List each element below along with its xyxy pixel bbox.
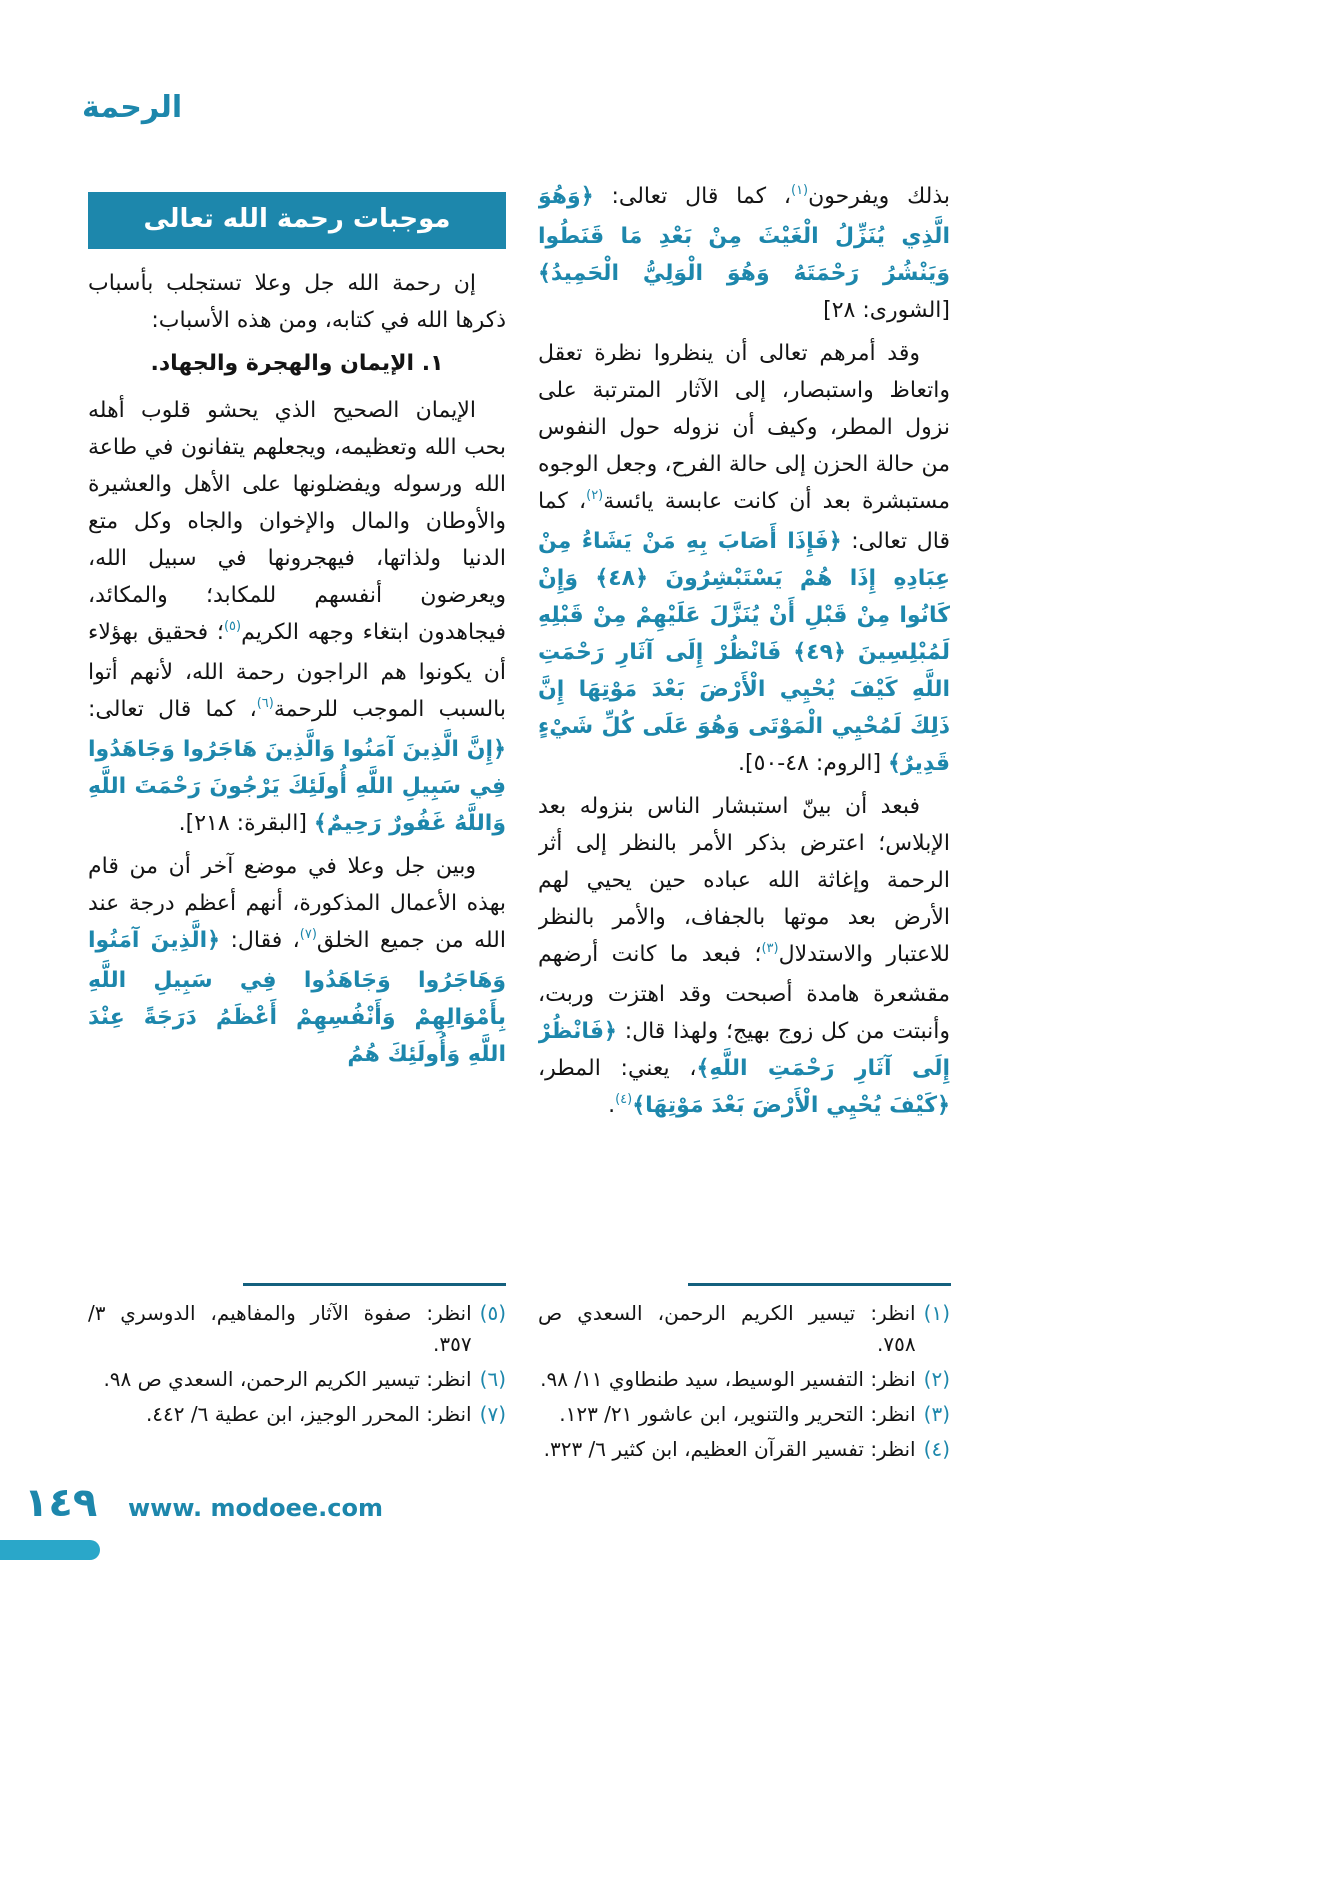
text-run: . xyxy=(608,1093,616,1118)
paragraph xyxy=(538,178,950,329)
footnote-marker: (٤) xyxy=(923,1437,950,1461)
text-run: وقد أمرهم تعالى أن ينظروا نظرة تعقل واتعاظ واستبصار، إلى الآثار المترتبة على نزول المطر، وكيف أن نزوله حول النفوس من حالة الحزن إلى حالة الفرح، وجعل الوجوه مستبشرة بعد أن كانت عابسة يائسة xyxy=(538,341,950,514)
paragraph xyxy=(88,392,506,842)
paragraph xyxy=(538,788,950,1127)
text-run: [البقرة: ٢١٨]. xyxy=(178,811,314,836)
text-run: [الشورى: ٢٨] xyxy=(823,298,950,323)
text-run: [الروم: ٤٨-٥٠]. xyxy=(738,751,889,776)
text-run: ؛ فحقيق بهؤلاء أن يكونوا هم الراجون رحمة الله، لأنهم أتوا بالسبب الموجب للرحمة xyxy=(88,620,506,722)
text-run: ، كما قال تعالى: xyxy=(88,697,257,722)
paragraph xyxy=(88,345,506,382)
footnote-marker: (٦) xyxy=(479,1367,506,1391)
footnote xyxy=(538,1399,950,1430)
footnote-marker: (٧) xyxy=(479,1402,506,1426)
text-run: ، يعني: المطر، xyxy=(538,1056,697,1081)
footnote-text: انظر: تيسير الكريم الرحمن، السعدي ص ٧٥٨. xyxy=(538,1301,916,1356)
quran-verse: ﴿الَّذِينَ آمَنُوا وَهَاجَرُوا وَجَاهَدُوا فِي سَبِيلِ اللَّهِ بِأَمْوَالِهِمْ وَأَنْفُسِهِمْ أَعْظَمُ دَرَجَةً عِنْدَ اللَّهِ وَأُولَئِكَ هُمُ xyxy=(88,928,506,1067)
footnotes-column-right xyxy=(538,1298,950,1469)
left-column-body xyxy=(88,265,506,1073)
footnote xyxy=(538,1298,950,1360)
running-head-title: الرحمة xyxy=(82,90,183,125)
text-run: ، فقال: xyxy=(220,928,300,953)
text-run: إن رحمة الله جل وعلا تستجلب بأسباب ذكرها الله في كتابه، ومن هذه الأسباب: xyxy=(88,271,506,333)
footnote-text: انظر: تفسير القرآن العظيم، ابن كثير ٦/ ٣٢٣. xyxy=(543,1437,916,1461)
text-run: ؛ فبعد ما كانت أرضهم مقشعرة هامدة أصبحت وقد اهتزت وربت، وأنبتت من كل زوج بهيج؛ ولهذا قال: xyxy=(538,942,950,1044)
footnote xyxy=(88,1298,506,1360)
footnote xyxy=(538,1364,950,1395)
footnote-text: انظر: تيسير الكريم الرحمن، السعدي ص ٩٨. xyxy=(103,1367,472,1391)
text-run: فبعد أن بينّ استبشار الناس بنزوله بعد الإبلاس؛ اعترض بذكر الأمر بالنظر إلى أثر الرحمة وإغاثة الله عباده حين يحيي لهم الأرض بعد موتها بالجفاف، والأمر بالنظر للاعتبار والاستدلال xyxy=(538,794,950,967)
corner-decoration xyxy=(0,1540,100,1560)
footnote-text: انظر: التحرير والتنوير، ابن عاشور ٢١/ ١٢٣. xyxy=(559,1402,916,1426)
quran-verse: ﴿فَإِذَا أَصَابَ بِهِ مَنْ يَشَاءُ مِنْ عِبَادِهِ إِذَا هُمْ يَسْتَبْشِرُونَ ﴿٤٨﴾ وَإِنْ كَانُوا مِنْ قَبْلِ أَنْ يُنَزَّلَ عَلَيْهِمْ مِنْ قَبْلِهِ لَمُبْلِسِينَ ﴿٤٩﴾ فَانْظُرْ إِلَى آثَارِ رَحْمَتِ اللَّهِ كَيْفَ يُحْيِي الْأَرْضَ بَعْدَ مَوْتِهَا إِنَّ ذَلِكَ لَمُحْيِي الْمَوْتَى وَهُوَ عَلَى كُلِّ شَيْءٍ قَدِيرٌ﴾ xyxy=(538,529,950,776)
text-run: وبين جل وعلا في موضع آخر أن من قام بهذه الأعمال المذكورة، أنهم أعظم درجة عند الله من جميع الخلق xyxy=(88,854,506,953)
footnote-ref: (٦) xyxy=(256,696,274,711)
quran-verse: ﴿كَيْفَ يُحْيِي الْأَرْضَ بَعْدَ مَوْتِهَا﴾ xyxy=(632,1093,950,1118)
footnote-ref: (٤) xyxy=(615,1092,633,1107)
footnote-marker: (٥) xyxy=(479,1301,506,1325)
footnote-text: انظر: التفسير الوسيط، سيد طنطاوي ١١/ ٩٨. xyxy=(540,1367,916,1391)
main-column-right xyxy=(538,178,950,1133)
quran-verse: ﴿فَانْظُرْ إِلَى آثَارِ رَحْمَتِ اللَّهِ﴾ xyxy=(538,1019,950,1081)
paragraph xyxy=(538,335,950,782)
footnote-marker: (١) xyxy=(923,1301,950,1325)
text-run: الإيمان الصحيح الذي يحشو قلوب أهله بحب الله وتعظيمه، ويجعلهم يتفانون في طاعة الله ورسوله ويفضلونها على الأهل والعشيرة والأوطان والمال والإخوان والجاه وكل متع الدنيا ولذاتها، فيهجرونها في سبيل الله، ويعرضون أنفسهم للمكابد؛ والمكائد، فيجاهدون ابتغاء وجهه الكريم xyxy=(88,398,506,645)
paragraph xyxy=(88,265,506,339)
text-run: ، كما قال تعالى: xyxy=(593,184,791,209)
footnote xyxy=(538,1434,950,1465)
footnote xyxy=(88,1364,506,1395)
quran-verse: ﴿وَهُوَ الَّذِي يُنَزِّلُ الْغَيْثَ مِنْ بَعْدِ مَا قَنَطُوا وَيَنْشُرُ رَحْمَتَهُ وَهُوَ الْوَلِيُّ الْحَمِيدُ﴾ xyxy=(538,184,950,286)
text-run: بذلك ويفرحون xyxy=(808,184,950,209)
footnote-marker: (٣) xyxy=(923,1402,950,1426)
page-number: ١٤٩ xyxy=(24,1480,98,1526)
footnote-ref: (٧) xyxy=(299,927,317,942)
paragraph xyxy=(88,848,506,1073)
footnote-ref: (١) xyxy=(790,183,809,198)
footnote xyxy=(88,1399,506,1430)
footnote-marker: (٢) xyxy=(923,1367,950,1391)
footnote-ref: (٥) xyxy=(223,619,242,634)
footnote-text: انظر: صفوة الآثار والمفاهيم، الدوسري ٣/ ٣٥٧. xyxy=(88,1301,472,1356)
footnote-text: انظر: المحرر الوجيز، ابن عطية ٦/ ٤٤٢. xyxy=(145,1402,472,1426)
text-run: ١. الإيمان والهجرة والجهاد. xyxy=(150,351,444,376)
website-url: www. modoee.com xyxy=(128,1494,384,1522)
footnotes-column-left xyxy=(88,1298,506,1434)
footnote-divider-right xyxy=(688,1283,951,1286)
footnote-ref: (٣) xyxy=(761,941,779,956)
main-column-left xyxy=(88,192,506,1079)
footnote-ref: (٢) xyxy=(586,488,604,503)
text-run: ، كما قال تعالى: xyxy=(538,489,950,554)
section-header: موجبات رحمة الله تعالى xyxy=(88,192,506,249)
footnote-divider-left xyxy=(243,1283,506,1286)
quran-verse: ﴿إِنَّ الَّذِينَ آمَنُوا وَالَّذِينَ هَاجَرُوا وَجَاهَدُوا فِي سَبِيلِ اللَّهِ أُولَئِكَ يَرْجُونَ رَحْمَتَ اللَّهِ وَاللَّهُ غَفُورٌ رَحِيمٌ﴾ xyxy=(88,737,506,836)
